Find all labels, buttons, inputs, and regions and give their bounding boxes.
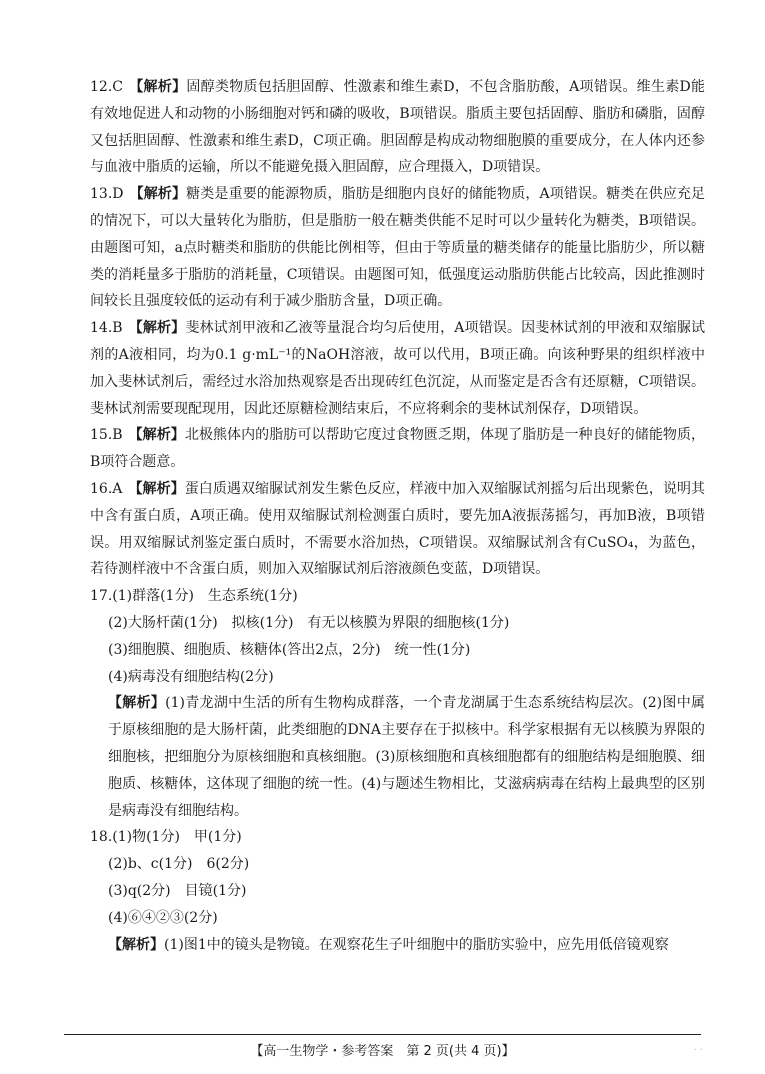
analysis-tag: 【解析】 xyxy=(128,427,185,444)
answer-18-line-3: (3)q(2分) 目镜(1分) xyxy=(108,882,247,899)
question-number: 16.A xyxy=(90,480,123,497)
answer-14 xyxy=(90,315,705,422)
answer-16 xyxy=(90,476,705,583)
answer-18-line-2: (2)b、c(1分) 6(2分) xyxy=(108,856,250,873)
answer-13 xyxy=(90,181,705,315)
analysis-tag: 【解析】 xyxy=(108,936,164,953)
answer-15 xyxy=(90,422,705,476)
answer-18-line-4: (4)⑥④②③(2分) xyxy=(108,909,218,926)
footer-marks: . . xyxy=(693,1042,703,1053)
question-number: 12.C xyxy=(90,79,123,95)
footer-rule xyxy=(64,1034,701,1035)
answer-17-line-2: (2)大肠杆菌(1分) 拟核(1分) 有无以核膜为界限的细胞核(1分) xyxy=(108,614,510,631)
analysis-tag: 【解析】 xyxy=(108,695,166,712)
page-footer xyxy=(0,1040,765,1059)
analysis-text: (1)青龙湖中生活的所有生物构成群落，一个青龙湖属于生态系统结构层次。(2)图中属于原核细胞的是大肠杆菌，此类细胞的DNA主要存在于拟核中。科学家根据有无以核膜为界限的细胞核，把细胞分为原核细胞和真核细胞。(3)原核细胞和真核细胞都有的细胞结构是细胞膜、细胞质、核糖体，这体现了细胞的统一性。(4)与题述生物相比，艾滋病病毒在结构上最典型的区别是病毒没有细胞结构。 xyxy=(108,695,705,819)
analysis-text: 糖类是重要的能源物质，脂肪是细胞内良好的储能物质，A项错误。糖类在供应充足的情况下，可以大量转化为脂肪，但是脂肪一般在糖类供能不足时可以少量转化为糖类，B项错误。由题图可知，a点时糖类和脂肪的供能比例相等，但由于等质量的糖类储存的能量比脂肪少，所以糖类的消耗量多于脂肪的消耗量，C项错误。由题图可知，低强度运动脂肪供能占比较高，因此推测时间较长且强度较低的运动有利于减少脂肪含量，D项正确。 xyxy=(90,186,706,310)
answer-17-line-1: 17.(1)群落(1分) 生态系统(1分) xyxy=(90,588,298,605)
answer-18-line-1: 18.(1)物(1分) 甲(1分) xyxy=(90,829,242,846)
answer-18-analysis xyxy=(90,932,705,959)
analysis-tag: 【解析】 xyxy=(128,480,185,497)
analysis-text: 固醇类物质包括胆固醇、性激素和维生素D，不包含脂肪酸，A项错误。维生素D能有效地促进人和动物的小肠细胞对钙和磷的吸收，B项错误。脂质主要包括固醇、脂肪和磷脂，固醇又包括胆固醇、性激素和维生素D，C项正确。胆固醇是构成动物细胞膜的重要成分，在人体内还参与血液中脂质的运输，所以不能避免摄入胆固醇，应合理摄入，D项错误。 xyxy=(90,79,706,176)
answer-17-line-3: (3)细胞膜、细胞质、核糖体(答出2点，2分) 统一性(1分) xyxy=(108,641,471,658)
analysis-text: (1)图1中的镜头是物镜。在观察花生子叶细胞中的脂肪实验中，应先用低倍镜观察 xyxy=(164,936,669,953)
footer-text: 【高一生物学・参考答案 第 2 页(共 4 页)】 xyxy=(250,1044,515,1059)
question-number: 14.B xyxy=(90,320,123,337)
analysis-tag: 【解析】 xyxy=(129,186,187,203)
answer-12 xyxy=(90,74,705,181)
analysis-tag: 【解析】 xyxy=(128,320,186,337)
question-number: 15.B xyxy=(90,427,123,444)
answer-17-line-4: (4)病毒没有细胞结构(2分) xyxy=(108,668,274,685)
analysis-text: 北极熊体内的脂肪可以帮助它度过食物匮乏期，体现了脂肪是一种良好的储能物质，B项符合题意。 xyxy=(90,427,706,471)
answer-17-analysis xyxy=(90,690,705,824)
analysis-text: 蛋白质遇双缩脲试剂发生紫色反应，样液中加入双缩脲试剂摇匀后出现紫色，说明其中含有蛋白质，A项正确。使用双缩脲试剂检测蛋白质时，要先加A液振荡摇匀，再加B液，B项错误。用双缩脲试剂鉴定蛋白质时，不需要水浴加热，C项错误。双缩脲试剂含有CuSO₄，为蓝色，若待测样液中不含蛋白质，则加入双缩脲试剂后溶液颜色变蓝，D项错误。 xyxy=(90,480,706,578)
analysis-text: 斐林试剂甲液和乙液等量混合均匀后使用，A项错误。因斐林试剂的甲液和双缩脲试剂的A液相同，均为0.1 g·mL⁻¹的NaOH溶液，故可以代用，B项正确。向该种野果的组织样液中加入斐林试剂后，需经过水浴加热观察是否出现砖红色沉淀，从而鉴定是否含有还原糖，C项错误。斐林试剂需要现配现用，因此还原糖检测结束后，不应将剩余的斐林试剂保存，D项错误。 xyxy=(90,320,706,417)
analysis-tag: 【解析】 xyxy=(128,79,187,95)
question-number: 13.D xyxy=(90,186,124,203)
